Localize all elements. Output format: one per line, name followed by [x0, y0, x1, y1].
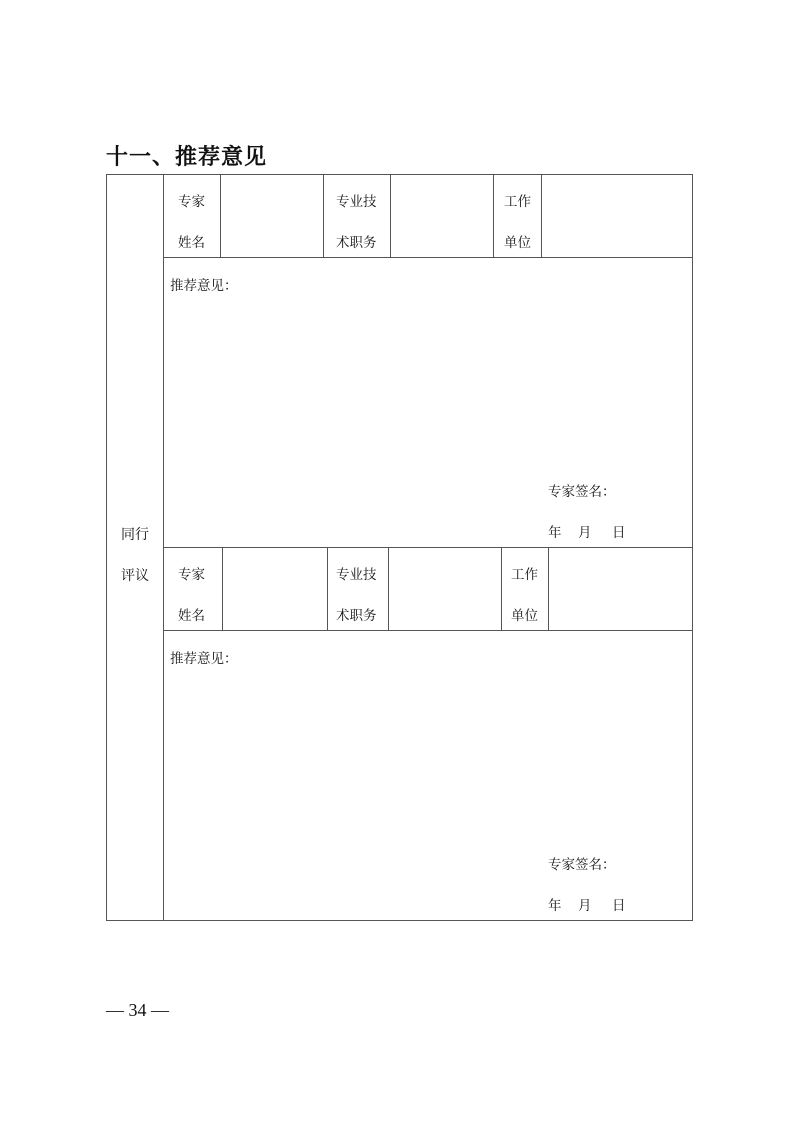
section2-divider-5: [548, 547, 549, 631]
professional-title-label-line2: 术职务: [336, 608, 377, 624]
page-number: — 34 —: [106, 1000, 169, 1020]
expert-name-label-line2: 姓名: [178, 608, 205, 624]
section-title: 十一、推荐意见: [106, 145, 268, 170]
section1-divider-2: [323, 174, 324, 258]
side-label-line2: 评议: [121, 568, 149, 584]
section2-header-bottom: [163, 630, 693, 631]
table-bottom-border: [106, 920, 693, 921]
table-left-border: [106, 174, 107, 921]
opinion-label: 推荐意见：: [170, 651, 238, 667]
date-year-label: 年: [548, 525, 562, 541]
signature-label: 专家签名：: [548, 857, 616, 873]
section2-divider-3: [388, 547, 389, 631]
work-unit-label-line2: 单位: [504, 235, 531, 251]
opinion-label: 推荐意见：: [170, 278, 238, 294]
expert-name-label-line1: 专家: [178, 567, 205, 583]
work-unit-label-line2: 单位: [511, 608, 538, 624]
side-label-line1: 同行: [121, 527, 149, 543]
work-unit-label-line1: 工作: [504, 194, 531, 210]
table-top-border: [106, 174, 693, 175]
professional-title-label-line1: 专业技: [336, 567, 377, 583]
section2-divider-2: [327, 547, 328, 631]
date-month-label: 月: [578, 525, 592, 541]
section-separator: [163, 547, 693, 548]
expert-name-label-line1: 专家: [178, 194, 205, 210]
date-month-label: 月: [578, 898, 592, 914]
professional-title-label-line1: 专业技: [336, 194, 377, 210]
date-year-label: 年: [548, 898, 562, 914]
section1-header-bottom: [163, 257, 693, 258]
section1-divider-3: [390, 174, 391, 258]
expert-name-label-line2: 姓名: [178, 235, 205, 251]
date-day-label: 日: [612, 898, 626, 914]
section2-divider-4: [501, 547, 502, 631]
section1-divider-5: [541, 174, 542, 258]
section2-divider-1: [222, 547, 223, 631]
professional-title-label-line2: 术职务: [336, 235, 377, 251]
date-day-label: 日: [612, 525, 626, 541]
signature-label: 专家签名：: [548, 484, 616, 500]
section1-divider-4: [493, 174, 494, 258]
section1-divider-1: [220, 174, 221, 258]
work-unit-label-line1: 工作: [511, 567, 538, 583]
